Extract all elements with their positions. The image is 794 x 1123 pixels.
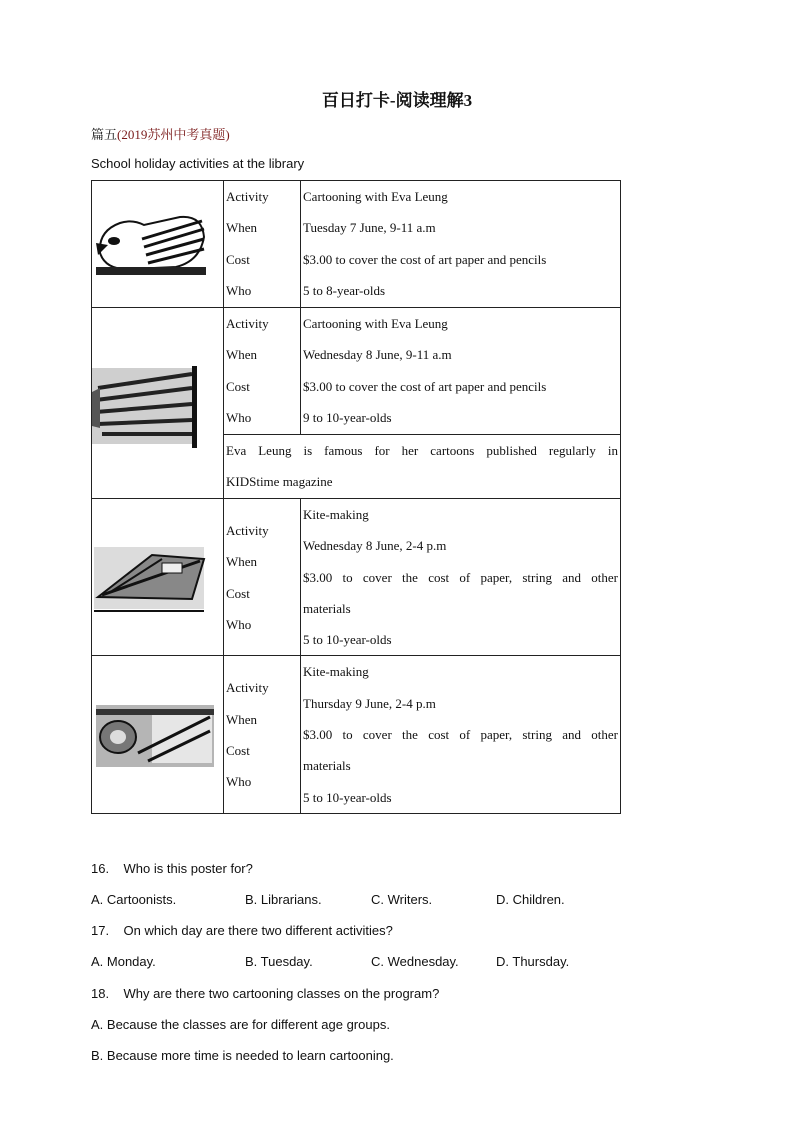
kite-materials-photo-image	[92, 657, 223, 813]
label-activity: Activity	[226, 680, 269, 696]
section-source-tag: (2019苏州中考真题)	[117, 127, 230, 142]
cost-value: $3.00 to cover the cost of art paper and pencils	[303, 251, 547, 267]
option-b: B. Because more time is needed to learn cartooning.	[91, 1048, 394, 1063]
label-who: Who	[226, 282, 252, 298]
question-number: 16.	[91, 861, 110, 876]
section-heading	[91, 124, 230, 143]
option-b: B. Librarians.	[245, 892, 322, 907]
duck-drawing-cell	[92, 181, 224, 308]
who-value: 5 to 8-year-olds	[303, 282, 386, 298]
option-a: A. Monday.	[91, 954, 156, 969]
question-number: 18.	[91, 986, 110, 1001]
label-who: Who	[226, 409, 252, 425]
table-row	[92, 656, 621, 813]
question-number: 17.	[91, 923, 110, 938]
table-row	[92, 308, 621, 435]
labels-cell	[224, 499, 301, 656]
question-text: Why are there two cartooning classes on the program?	[123, 986, 440, 1001]
activity-value: Cartooning with Eva Leung	[303, 189, 448, 204]
question-17	[91, 923, 393, 938]
option-c: C. Wednesday.	[371, 954, 459, 969]
label-cost: Cost	[226, 251, 250, 267]
activity-value: Kite-making	[303, 664, 369, 680]
duck-drawing-image	[92, 181, 223, 307]
section-label: 篇五	[91, 127, 118, 142]
cost-value-line-2: materials	[303, 600, 351, 616]
when-value: Wednesday 8 June, 2-4 p.m	[303, 538, 447, 554]
table-row	[92, 181, 621, 308]
label-activity: Activity	[226, 316, 269, 331]
label-who: Who	[226, 774, 252, 790]
option-a: A. Cartoonists.	[91, 892, 177, 907]
option-c: C. Writers.	[371, 892, 433, 907]
who-value: 5 to 10-year-olds	[303, 789, 392, 805]
label-cost: Cost	[226, 743, 250, 759]
pencils-photo-image	[92, 308, 223, 498]
details-cell	[301, 181, 621, 308]
details-cell	[301, 499, 621, 656]
details-cell	[301, 656, 621, 813]
passage-intro: School holiday activities at the library	[91, 156, 305, 171]
kite-photo-image	[92, 499, 223, 655]
label-when: When	[226, 554, 258, 570]
when-value: Wednesday 8 June, 9-11 a.m	[303, 347, 452, 363]
activities-table	[91, 180, 621, 814]
who-value: 9 to 10-year-olds	[303, 409, 392, 425]
question-text: Who is this poster for?	[123, 861, 253, 876]
note-line-1: Eva Leung is famous for her cartoons published regularly in	[226, 442, 618, 458]
label-when: When	[226, 220, 258, 236]
labels-cell	[224, 656, 301, 813]
when-value: Thursday 9 June, 2-4 p.m	[303, 695, 436, 711]
label-when: When	[226, 347, 258, 363]
cost-value-line-1: $3.00 to cover the cost of paper, string and other	[303, 727, 618, 743]
option-a: A. Because the classes are for different age groups.	[91, 1017, 390, 1032]
note-cell	[224, 434, 621, 498]
option-d: D. Thursday.	[496, 954, 570, 969]
question-18	[91, 986, 439, 1001]
activity-value: Kite-making	[303, 507, 369, 522]
label-cost: Cost	[226, 585, 250, 601]
who-value: 5 to 10-year-olds	[303, 632, 392, 648]
label-activity: Activity	[226, 189, 269, 204]
label-who: Who	[226, 616, 252, 632]
labels-cell	[224, 308, 301, 435]
pencils-photo-cell	[92, 308, 224, 499]
cost-value-line-2: materials	[303, 758, 351, 774]
page-title: 百日打卡-阅读理解3	[321, 91, 473, 110]
label-when: When	[226, 711, 258, 727]
label-activity: Activity	[226, 523, 269, 538]
kite-photo-cell	[92, 499, 224, 656]
labels-cell	[224, 181, 301, 308]
question-16	[91, 861, 253, 876]
cost-value: $3.00 to cover the cost of art paper and pencils	[303, 378, 547, 394]
details-cell	[301, 308, 621, 435]
note-line-2: KIDStime magazine	[226, 474, 333, 490]
cost-value-line-1: $3.00 to cover the cost of paper, string and other	[303, 569, 618, 585]
question-text: On which day are there two different activities?	[123, 923, 393, 938]
option-d: D. Children.	[496, 892, 565, 907]
when-value: Tuesday 7 June, 9-11 a.m	[303, 220, 436, 236]
activity-value: Cartooning with Eva Leung	[303, 316, 448, 331]
label-cost: Cost	[226, 378, 250, 394]
kite-materials-photo-cell	[92, 656, 224, 813]
table-row	[92, 499, 621, 656]
option-b: B. Tuesday.	[245, 954, 313, 969]
